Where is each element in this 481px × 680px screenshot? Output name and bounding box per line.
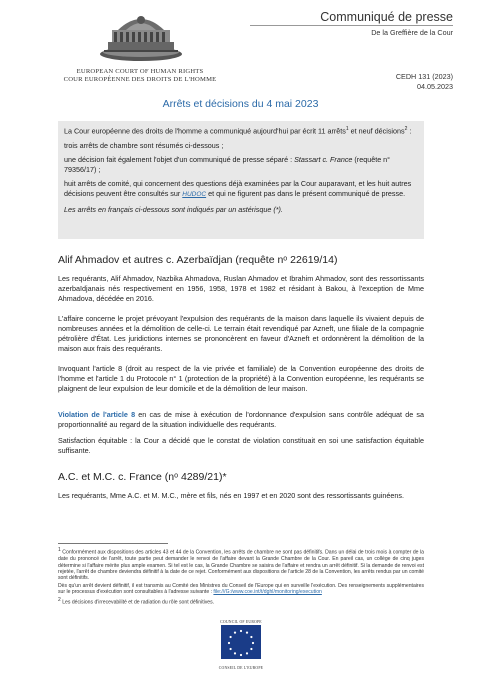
case-name-stassart: Stassart c. France: [294, 155, 353, 165]
summary-box: [58, 121, 424, 239]
coe-label-en: COUNCIL OF EUROPE: [220, 620, 262, 624]
case1-paragraph-3: Invoquant l'article 8 (droit au respect de la vie privée et familiale) de la Convention européenne des droits de l'homme et l'article 1 du Protocole n° 1 (protection de la propriété) à la Convention européenne, les requérants se plaignent de leur expulsion de leur domicile et de la démolition de leur maison.: [58, 364, 424, 393]
summary-paragraph-3: une décision fait également l'objet d'un communiqué de presse séparé : Stassart c. France (requête n° 79356/17) ;: [64, 155, 391, 174]
court-name-fr: COUR EUROPÉENNE DES DROITS DE L'HOMME: [63, 76, 217, 83]
reference-date: 04.05.2023: [417, 81, 453, 91]
satisfaction-label: Satisfaction équitable: [58, 436, 128, 445]
footnote-ref-1[interactable]: 1: [345, 126, 349, 132]
council-of-europe-logo: [211, 620, 271, 670]
footnote-separator: [58, 543, 168, 544]
case1-paragraph-2: L'affaire concerne le projet prévoyant l'expulsion des requérants de la maison dans laquelle ils vivaient depuis de nombreuses années et la démolition de celle-ci. Le terrain était revendiqué par Azneft, une filiale de la compagnie pétrolière d'État. Les juridictions internes se prononcèrent en faveur d'Azneft et ordonnèrent la démolition de la maison aux frais des requérants.: [58, 314, 424, 353]
header-divider: [250, 25, 453, 26]
case1-paragraph-4: Violation de l'article 8 en cas de mise à exécution de l'ordonnance d'expulsion sans contrôle adéquat de sa proportionnalité au regard de la situation individuelle des requérants.: [58, 410, 424, 429]
reference-number: CEDH 131 (2023): [395, 72, 453, 81]
case2-heading: A.C. et M.C. c. France (nᵒ 4289/21)*: [58, 471, 227, 483]
footnotes: [58, 547, 424, 607]
hudoc-link[interactable]: HUDOC: [182, 191, 207, 199]
summary-paragraph-4: huit arrêts de comité, qui concernent des questions déjà examinées par la Cour auparavant, et les huit autres décisions peuvent être consultés sur HUDOC et qui ne figurent pas dans le présent communiqué de presse.: [64, 179, 412, 199]
footnote-2: 2 Les décisions d'irrecevabilité et de radiation du rôle sont définitives.: [58, 596, 215, 606]
page-title: Arrêts et décisions du 4 mai 2023: [162, 98, 319, 110]
page-header: [0, 0, 481, 90]
footnote-1-continued: Dès qu'un arrêt devient définitif, il est transmis au Comité des Ministres du Conseil de l'Europe qui en surveille l'exécution. Des renseignements supplémentaires sur le processus d'exécution sont consultables à l'adresse suivante : file:///G:/www.coe.int/t/dghl/monitoring/execution: [58, 582, 424, 596]
footnote-1: 1 Conformément aux dispositions des articles 43 et 44 de la Convention, les arrêts de chambre ne sont pas définitifs. Dans un délai de trois mois à compter de la date du prononcé de l'arrêt, toute partie peut demander le renvoi de l'affaire devant la Grande Chambre de la Cour. En pareil cas, un collège de cinq juges détermine si l'affaire mérite plus ample examen. Si tel est le cas, la Grande Chambre se saisira de l'affaire et rendra un arrêt définitif. Si la demande de renvoi est rejetée, l'arrêt de chambre deviendra définitif à la date de ce rejet. Conformément aux dispositions de l'article 28 de la Convention, les arrêts rendus par un comité sont définitifs.: [58, 547, 424, 582]
court-name-en: EUROPEAN COURT OF HUMAN RIGHTS: [76, 68, 204, 75]
violation-label: Violation de l'article 8: [58, 410, 136, 419]
coe-star-circle-icon: [220, 624, 262, 660]
court-building-logo-icon: [98, 6, 184, 64]
summary-paragraph-1: La Cour européenne des droits de l'homme a communiqué aujourd'hui par écrit 11 arrêts$^1$ et neuf décisions$^2$ :: [64, 126, 412, 136]
summary-paragraph-5: Les arrêts en français ci-dessous sont indiqués par un astérisque (*).: [64, 204, 283, 214]
coe-label-fr: CONSEIL DE L'EUROPE: [218, 666, 264, 670]
press-release-title: Communiqué de presse: [320, 10, 453, 24]
summary-paragraph-2: trois arrêts de chambre sont résumés ci-dessous ;: [64, 140, 224, 150]
case1-heading: Alif Ahmadov et autres c. Azerbaïdjan (requête nᵒ 22619/14): [58, 254, 338, 266]
execution-link[interactable]: file:///G:/www.coe.int/t/dghl/monitoring/execution: [213, 589, 322, 596]
footnote-ref-2[interactable]: 2: [404, 126, 408, 132]
case1-paragraph-1: Les requérants, Alif Ahmadov, Nazbika Ahmadova, Ruslan Ahmadov et Ibrahim Ahmadov, sont des ressortissants azerbaïdjanais nés respectivement en 1956, 1958, 1978 et 1982 et résidant à Bakou, à l'exception de Mme Ahmadova, décédée en 2016.: [58, 274, 424, 303]
case2-paragraph-1: Les requérants, Mme A.C. et M. M.C., mère et fils, nés en 1997 et en 2020 sont des ressortissants guinéens.: [58, 491, 404, 500]
case1-paragraph-5: Satisfaction équitable : la Cour a décidé que le constat de violation constituait en soi une satisfaction équitable suffisante.: [58, 436, 425, 455]
press-release-subtitle: De la Greffière de la Cour: [371, 28, 453, 37]
reference-block: [396, 72, 453, 91]
